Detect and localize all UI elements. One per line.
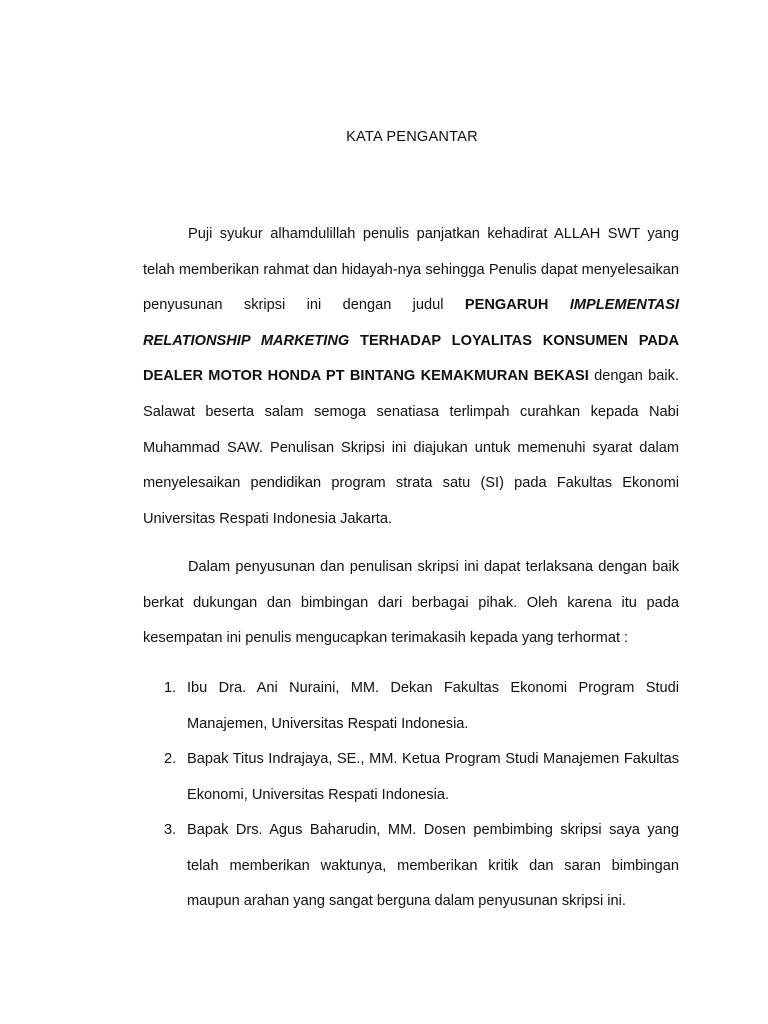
acknowledgement-list-item-2 xyxy=(143,742,679,813)
list-item xyxy=(143,742,679,813)
paragraph-1 xyxy=(143,217,679,537)
thesis-title-bold-b: TERHADAP LOYALITAS KONSUMEN PADA DEALER MOTOR HONDA PT BINTANG KEMAKMURAN BEKASI xyxy=(143,332,679,385)
paragraph-1-text-a: Puji syukur alhamdulillah penulis panjatkan kehadirat ALLAH SWT yang telah memberikan rahmat dan hidayah-nya sehingga Penulis dapat menyelesaikan penyusunan skripsi ini dengan judul xyxy=(143,226,679,314)
list-text: Bapak Drs. Agus Baharudin, MM. Dosen pembimbing skripsi saya yang telah memberikan waktunya, memberikan kritik dan saran bimbingan maupun arahan yang sangat berguna dalam penyusunan skripsi ini. xyxy=(187,822,679,910)
acknowledgement-list-item-1 xyxy=(143,671,679,742)
paragraph-2-text: Dalam penyusunan dan penulisan skripsi ini dapat terlaksana dengan baik berkat dukungan dan bimbingan dari berbagai pihak. Oleh karena itu pada kesempatan ini penulis mengucapkan terimakasih kepada yang terhormat : xyxy=(143,559,679,647)
thesis-title-bold-a: PENGARUH xyxy=(464,297,570,314)
list-item xyxy=(143,813,679,920)
acknowledgement-list-item-3 xyxy=(143,813,679,920)
list-item xyxy=(143,671,679,742)
thesis-title-bold-italic: IMPLEMENTASI RELATIONSHIP MARKETING xyxy=(143,297,679,349)
paragraph-2 xyxy=(143,550,679,657)
page-title: KATA PENGANTAR xyxy=(346,129,478,145)
list-number: 3. xyxy=(164,822,177,838)
paragraph-1-text-b: dengan baik. Salawat beserta salam semoga senatiasa terlimpah curahkan kepada Nabi Muhammad SAW. Penulisan Skripsi ini diajukan untuk memenuhi syarat dalam menyelesaikan pendidikan program strata satu (SI) pada Fakultas Ekonomi Universitas Respati Indonesia Jakarta. xyxy=(143,368,679,527)
list-text: Bapak Titus Indrajaya, SE., MM. Ketua Program Studi Manajemen Fakultas Ekonomi, Universitas Respati Indonesia. xyxy=(187,751,679,803)
list-text: Ibu Dra. Ani Nuraini, MM. Dekan Fakultas Ekonomi Program Studi Manajemen, Universitas Respati Indonesia. xyxy=(187,680,679,732)
list-number: 2. xyxy=(164,751,177,767)
list-number: 1. xyxy=(164,680,177,696)
